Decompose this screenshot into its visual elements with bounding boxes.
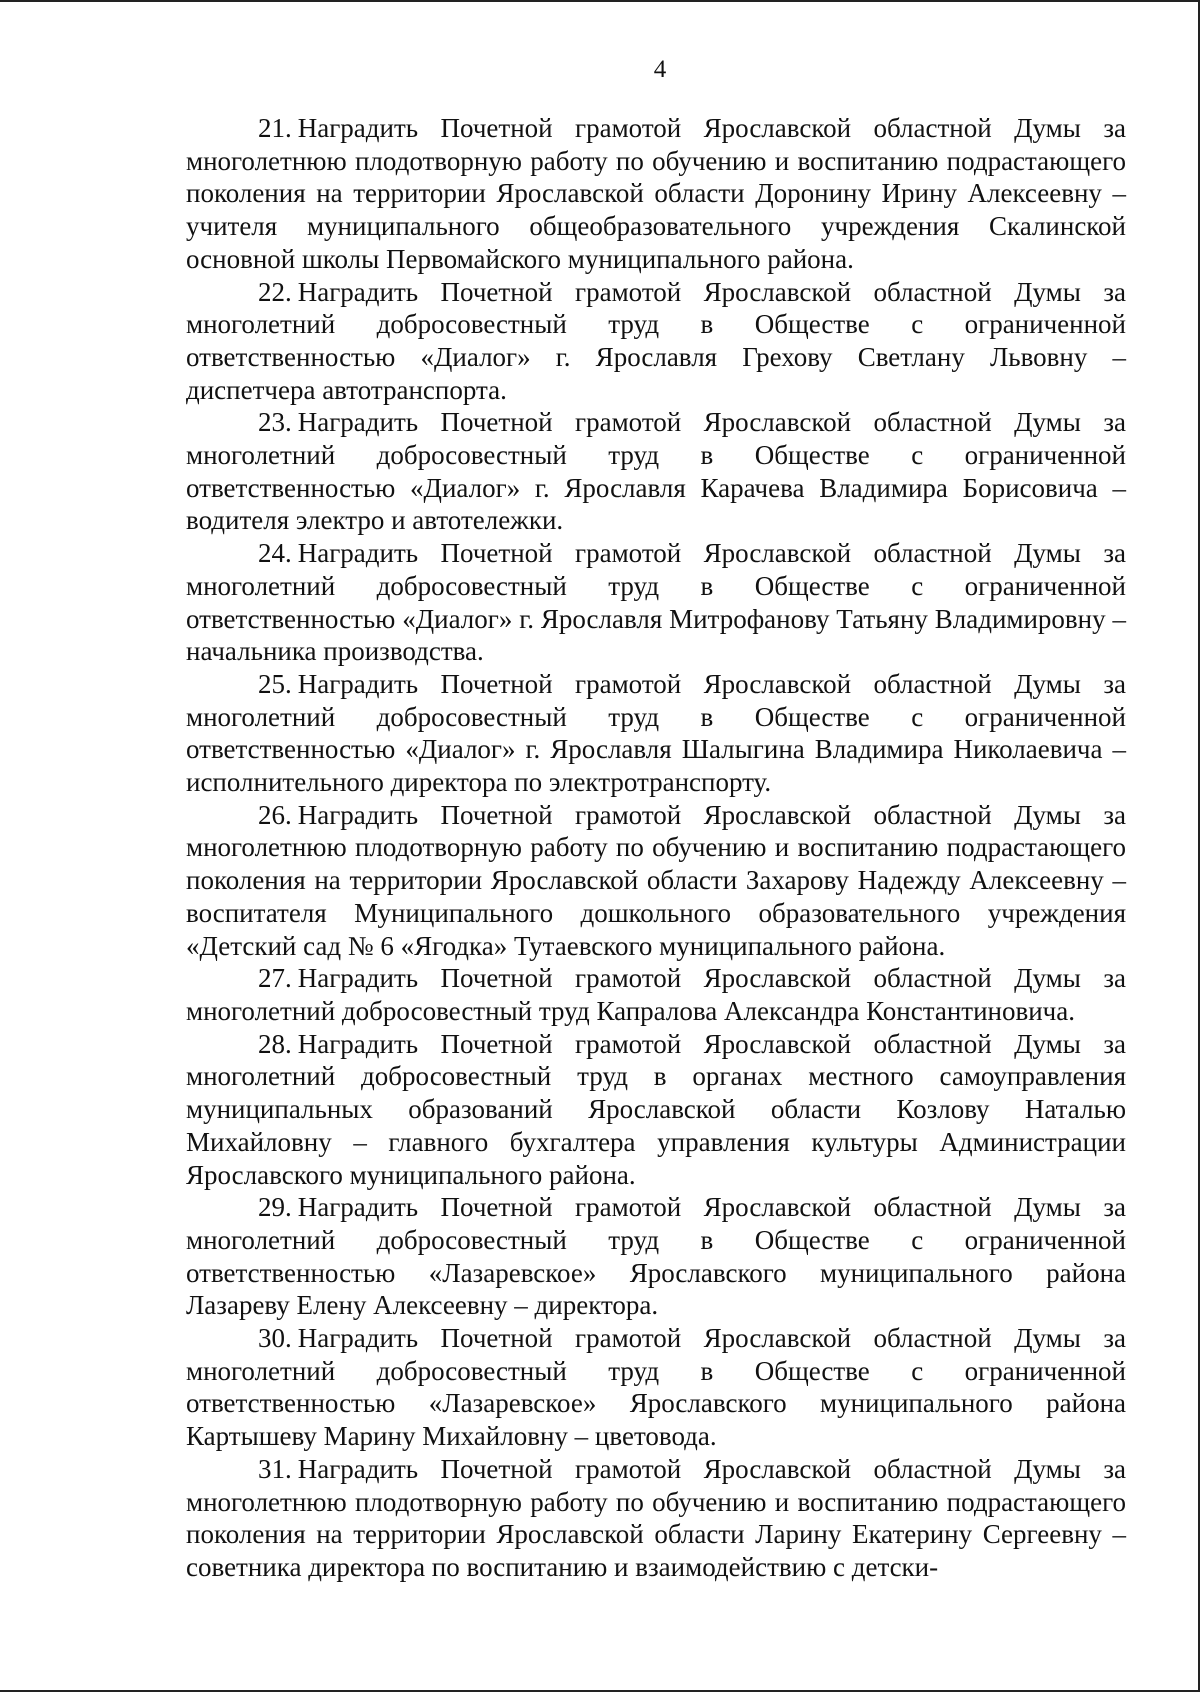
paragraph-text: Наградить Почетной грамотой Ярославской областной Думы за многолетний добросовестный труд в Обществе с ограниченной ответственностью «Диалог» г. Ярославля Шалыгина Владимира Николаевича – исполнительного директора по электротранспорту. [186, 668, 1126, 798]
paragraph-27 [186, 962, 1126, 1027]
paragraph-22 [186, 276, 1126, 407]
paragraph-text: Наградить Почетной грамотой Ярославской областной Думы за многолетнюю плодотворную работу по обучению и воспитанию подрастающего поколения на территории Ярославской области Захарову Надежду Алексеевну – воспитателя Муниципального дошкольного образовательного учреждения «Детский сад № 6 «Ягодка» Тутаевского муниципального района. [186, 799, 1126, 961]
paragraph-30 [186, 1322, 1126, 1453]
paragraph-number: 28. [258, 1028, 292, 1059]
paragraph-number: 29. [258, 1192, 292, 1223]
paragraph-number: 22. [258, 276, 292, 307]
paragraph-number: 21. [258, 113, 292, 143]
paragraph-26 [186, 799, 1126, 963]
paragraph-31 [186, 1453, 1126, 1584]
paragraph-text: Наградить Почетной грамотой Ярославской областной Думы за многолетнюю плодотворную работу по обучению и воспитанию подрастающего поколения на территории Ярославской области Доронину Ирину Алексеевну – учителя муниципального общеобразовательного учреждения Скалинской основной школы Первомайского муниципального района. [186, 113, 1126, 274]
paragraph-25 [186, 668, 1126, 799]
paragraph-number: 23. [258, 407, 292, 438]
paragraph-text: Наградить Почетной грамотой Ярославской областной Думы за многолетний добросовестный труд в Обществе с ограниченной ответственностью «Диалог» г. Ярославля Митрофанову Татьяну Владимировну – начальника производства. [186, 538, 1126, 667]
paragraph-28 [186, 1028, 1126, 1192]
paragraph-text: Наградить Почетной грамотой Ярославской областной Думы за многолетний добросовестный труд в Обществе с ограниченной ответственностью «Лазаревское» Ярославского муниципального района Лазареву Елену Алексеевну – директора. [186, 1192, 1126, 1321]
paragraph-number: 27. [258, 963, 292, 994]
paragraph-24 [186, 537, 1126, 668]
paragraph-text: Наградить Почетной грамотой Ярославской областной Думы за многолетний добросовестный труд в Обществе с ограниченной ответственностью «Диалог» г. Ярославля Грехову Светлану Львовну – диспетчера автотранспорта. [186, 276, 1126, 405]
scan-border-top [0, 0, 1200, 2]
paragraph-text: Наградить Почетной грамотой Ярославской областной Думы за многолетний добросовестный труд в Обществе с ограниченной ответственностью «Диалог» г. Ярославля Карачева Владимира Борисовича – водителя электро и автотележки. [186, 407, 1126, 536]
paragraph-text: Наградить Почетной грамотой Ярославской областной Думы за многолетний добросовестный труд Капралова Александра Константиновича. [186, 963, 1126, 1026]
paragraph-number: 30. [258, 1323, 292, 1354]
paragraph-text: Наградить Почетной грамотой Ярославской областной Думы за многолетнюю плодотворную работу по обучению и воспитанию подрастающего поколения на территории Ярославской области Ларину Екатерину Сергеевну – советника директора по воспитанию и взаимодействию с детски- [186, 1453, 1126, 1582]
paragraph-21 [186, 112, 1126, 276]
paragraph-number: 25. [258, 668, 292, 699]
paragraph-number: 31. [258, 1453, 292, 1484]
paragraph-text: Наградить Почетной грамотой Ярославской областной Думы за многолетний добросовестный труд в органах местного самоуправления муниципальных образований Ярославской области Козлову Наталью Михайловну – главного бухгалтера управления культуры Администрации Ярославского муниципального района. [186, 1028, 1126, 1190]
paragraph-23 [186, 406, 1126, 537]
page-number: 4 [653, 56, 667, 83]
paragraph-number: 24. [258, 538, 292, 569]
paragraph-text: Наградить Почетной грамотой Ярославской областной Думы за многолетний добросовестный труд в Обществе с ограниченной ответственностью «Лазаревское» Ярославского муниципального района Картышеву Марину Михайловну – цветовода. [186, 1323, 1126, 1452]
document-body [186, 112, 1126, 1584]
paragraph-29 [186, 1191, 1126, 1322]
paragraph-number: 26. [258, 799, 292, 830]
